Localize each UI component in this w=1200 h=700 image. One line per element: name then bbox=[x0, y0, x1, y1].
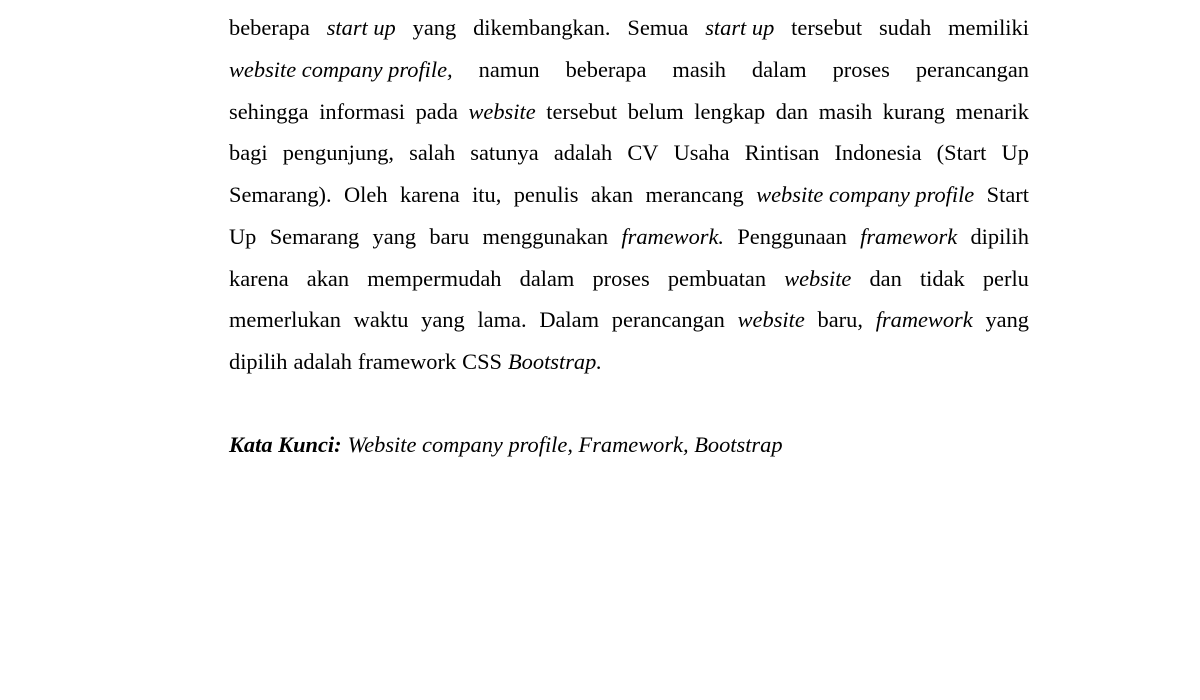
paragraph-line bbox=[229, 216, 1029, 258]
word: pembuatan bbox=[667, 265, 767, 291]
word: Bootstrap. bbox=[508, 349, 602, 374]
word: mempermudah bbox=[367, 265, 502, 291]
word: Up bbox=[229, 223, 257, 249]
keywords-value: Website company profile, Framework, Bootstrap bbox=[347, 432, 783, 457]
word: perlu bbox=[982, 265, 1029, 291]
word: yang bbox=[412, 15, 457, 40]
abstract-paragraph bbox=[229, 7, 1029, 383]
paragraph-line bbox=[229, 174, 1029, 216]
word: CSS bbox=[462, 349, 502, 374]
word: beberapa bbox=[229, 15, 310, 40]
word: Rintisan bbox=[744, 140, 820, 166]
word: yang bbox=[421, 307, 465, 333]
word: memiliki bbox=[948, 15, 1029, 40]
word: start up bbox=[705, 15, 775, 40]
paragraph-line bbox=[229, 91, 1029, 133]
word: dipilih bbox=[229, 349, 288, 374]
word: bagi bbox=[229, 140, 268, 166]
word: website bbox=[737, 307, 805, 333]
word: dikembangkan. bbox=[473, 15, 611, 40]
word: salah bbox=[409, 140, 456, 166]
paragraph-line bbox=[229, 132, 1029, 174]
word: tidak bbox=[919, 265, 965, 291]
word: Oleh bbox=[344, 182, 388, 207]
word: perancangan bbox=[611, 307, 725, 333]
word: Dalam bbox=[539, 307, 599, 333]
word: informasi bbox=[319, 98, 406, 124]
word: pengunjung, bbox=[282, 140, 395, 166]
word: Up bbox=[1001, 140, 1029, 166]
keywords-line bbox=[229, 424, 783, 466]
word: adalah bbox=[293, 349, 352, 374]
word: merancang bbox=[645, 182, 744, 207]
word: framework bbox=[357, 349, 457, 374]
word: Usaha bbox=[673, 140, 730, 166]
word: perancangan bbox=[915, 56, 1029, 82]
word: akan bbox=[306, 265, 350, 291]
paragraph-line bbox=[229, 7, 1029, 49]
word: dalam bbox=[519, 265, 575, 291]
word: dan bbox=[775, 98, 809, 124]
word: belum bbox=[627, 98, 684, 124]
word: Indonesia bbox=[834, 140, 922, 166]
word: website bbox=[784, 265, 852, 291]
word: tersebut bbox=[546, 98, 618, 124]
word: waktu bbox=[353, 307, 409, 333]
word: website bbox=[468, 98, 536, 124]
word: pada bbox=[415, 98, 458, 124]
word: namun bbox=[478, 56, 540, 82]
word: framework. bbox=[621, 223, 725, 249]
word: dipilih bbox=[970, 223, 1029, 249]
word: dan bbox=[869, 265, 902, 291]
word: Penggunaan bbox=[737, 223, 847, 249]
paragraph-line bbox=[229, 341, 1029, 383]
paragraph-line bbox=[229, 299, 1029, 341]
word: akan bbox=[590, 182, 634, 207]
word: Start bbox=[986, 182, 1029, 207]
word: beberapa bbox=[565, 56, 647, 82]
word: framework bbox=[875, 307, 973, 333]
word: satunya bbox=[470, 140, 539, 166]
word: penulis bbox=[513, 182, 579, 207]
word: kurang bbox=[882, 98, 945, 124]
word: tersebut bbox=[791, 15, 863, 40]
word: menarik bbox=[955, 98, 1029, 124]
word: karena bbox=[399, 182, 460, 207]
word: website company profile bbox=[756, 182, 975, 207]
word: baru bbox=[429, 223, 470, 249]
keywords-label: Kata Kunci: bbox=[229, 432, 342, 457]
word: sehingga bbox=[229, 98, 309, 124]
word: CV bbox=[627, 140, 659, 166]
word: Semarang bbox=[269, 223, 360, 249]
word: karena bbox=[229, 265, 289, 291]
word: (Start bbox=[936, 140, 987, 166]
word: proses bbox=[592, 265, 650, 291]
word: Semua bbox=[627, 15, 689, 40]
word: yang bbox=[372, 223, 417, 249]
word: Semarang). bbox=[229, 182, 332, 207]
word: memerlukan bbox=[229, 307, 341, 333]
word: lengkap bbox=[694, 98, 766, 124]
word: menggunakan bbox=[482, 223, 609, 249]
word: masih bbox=[818, 98, 873, 124]
word: adalah bbox=[553, 140, 613, 166]
word: baru, bbox=[817, 307, 863, 333]
word: yang bbox=[985, 307, 1029, 333]
word: sudah bbox=[878, 15, 932, 40]
paragraph-line bbox=[229, 49, 1029, 91]
paragraph-line bbox=[229, 258, 1029, 300]
word: proses bbox=[832, 56, 890, 82]
word: start up bbox=[326, 15, 396, 40]
word: framework bbox=[860, 223, 958, 249]
word: lama. bbox=[477, 307, 527, 333]
word: itu, bbox=[472, 182, 502, 207]
word: masih bbox=[672, 56, 726, 82]
word: dalam bbox=[751, 56, 807, 82]
word: website company profile, bbox=[229, 56, 453, 82]
